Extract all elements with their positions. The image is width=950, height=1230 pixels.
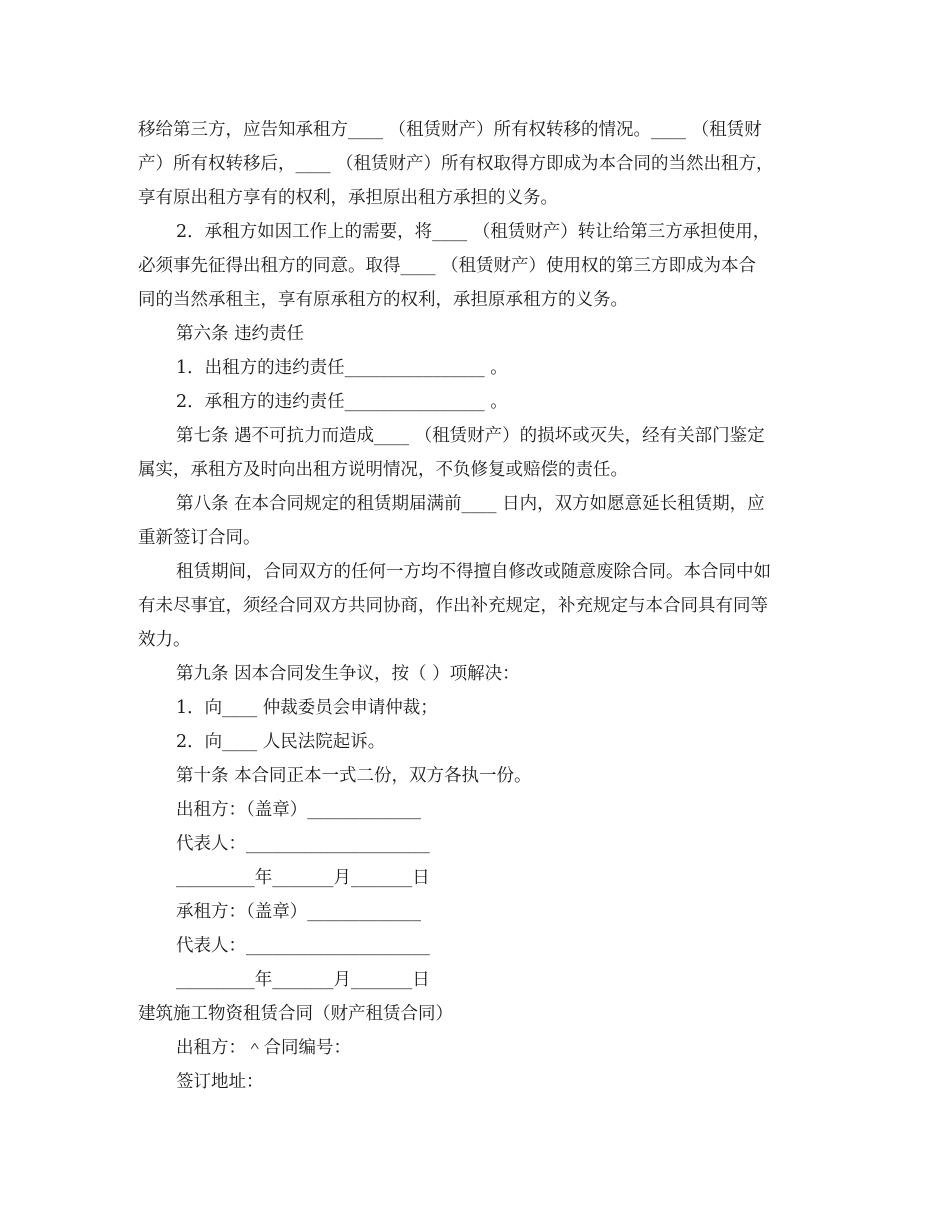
text-line: 承租方：（盖章）_____________ <box>176 902 421 922</box>
text-line: 代表人：_____________________ <box>176 936 430 956</box>
text-line: 2．向____ 人民法院起诉。 <box>176 732 386 752</box>
text-line: 出租方：＾合同编号： <box>176 1038 351 1058</box>
text-line: 有未尽事宜，须经合同双方共同协商，作出补充规定，补充规定与本合同具有同等 <box>138 596 768 616</box>
text-line: 建筑施工物资租赁合同（财产租赁合同） <box>138 1004 453 1024</box>
text-line: _________年_______月_______日 <box>176 970 430 990</box>
text-line: 第十条 本合同正本一式二份，双方各执一份。 <box>176 766 532 786</box>
text-line: 2．承租方如因工作上的需要，将____ （租赁财产）转让给第三方承担使用， <box>176 222 771 242</box>
text-line: 出租方：（盖章）_____________ <box>176 800 421 820</box>
text-line: 第六条 违约责任 <box>176 324 305 344</box>
text-line: 第八条 在本合同规定的租赁期届满前____ 日内，双方如愿意延长租赁期，应 <box>176 494 765 514</box>
text-line: 同的当然承租主，享有原承租方的权利，承担原承租方的义务。 <box>138 290 628 310</box>
text-line: 代表人：_____________________ <box>176 834 430 854</box>
text-line: 签订地址： <box>176 1072 264 1092</box>
text-line: 1．向____ 仲裁委员会申请仲裁； <box>176 698 438 718</box>
text-line: _________年_______月_______日 <box>176 868 430 888</box>
text-line: 2．承租方的违约责任________________ 。 <box>176 392 508 412</box>
text-line: 效力。 <box>138 630 191 650</box>
text-line: 第七条 遇不可抗力而造成____ （租赁财产）的损坏或灭失，经有关部门鉴定 <box>176 426 765 446</box>
text-line: 重新签订合同。 <box>138 528 261 548</box>
text-line: 第九条 因本合同发生争议，按（ ）项解决： <box>176 664 520 684</box>
contract-body <box>138 113 818 1099</box>
text-line: 必须事先征得出租方的同意。取得____ （租赁财产）使用权的第三方即成为本合 <box>138 256 757 276</box>
text-line: 移给第三方，应告知承租方____ （租赁财产）所有权转移的情况。____ （租赁财 <box>138 120 762 140</box>
text-line: 1．出租方的违约责任________________ 。 <box>176 358 508 378</box>
text-line: 产）所有权转移后，____ （租赁财产）所有权取得方即成为本合同的当然出租方， <box>138 154 774 174</box>
text-line: 属实，承租方及时向出租方说明情况，不负修复或赔偿的责任。 <box>138 460 628 480</box>
text-line: 租赁期间，合同双方的任何一方均不得擅自修改或随意废除合同。本合同中如 <box>176 562 771 582</box>
text-line: 享有原出租方享有的权利，承担原出租方承担的义务。 <box>138 188 558 208</box>
